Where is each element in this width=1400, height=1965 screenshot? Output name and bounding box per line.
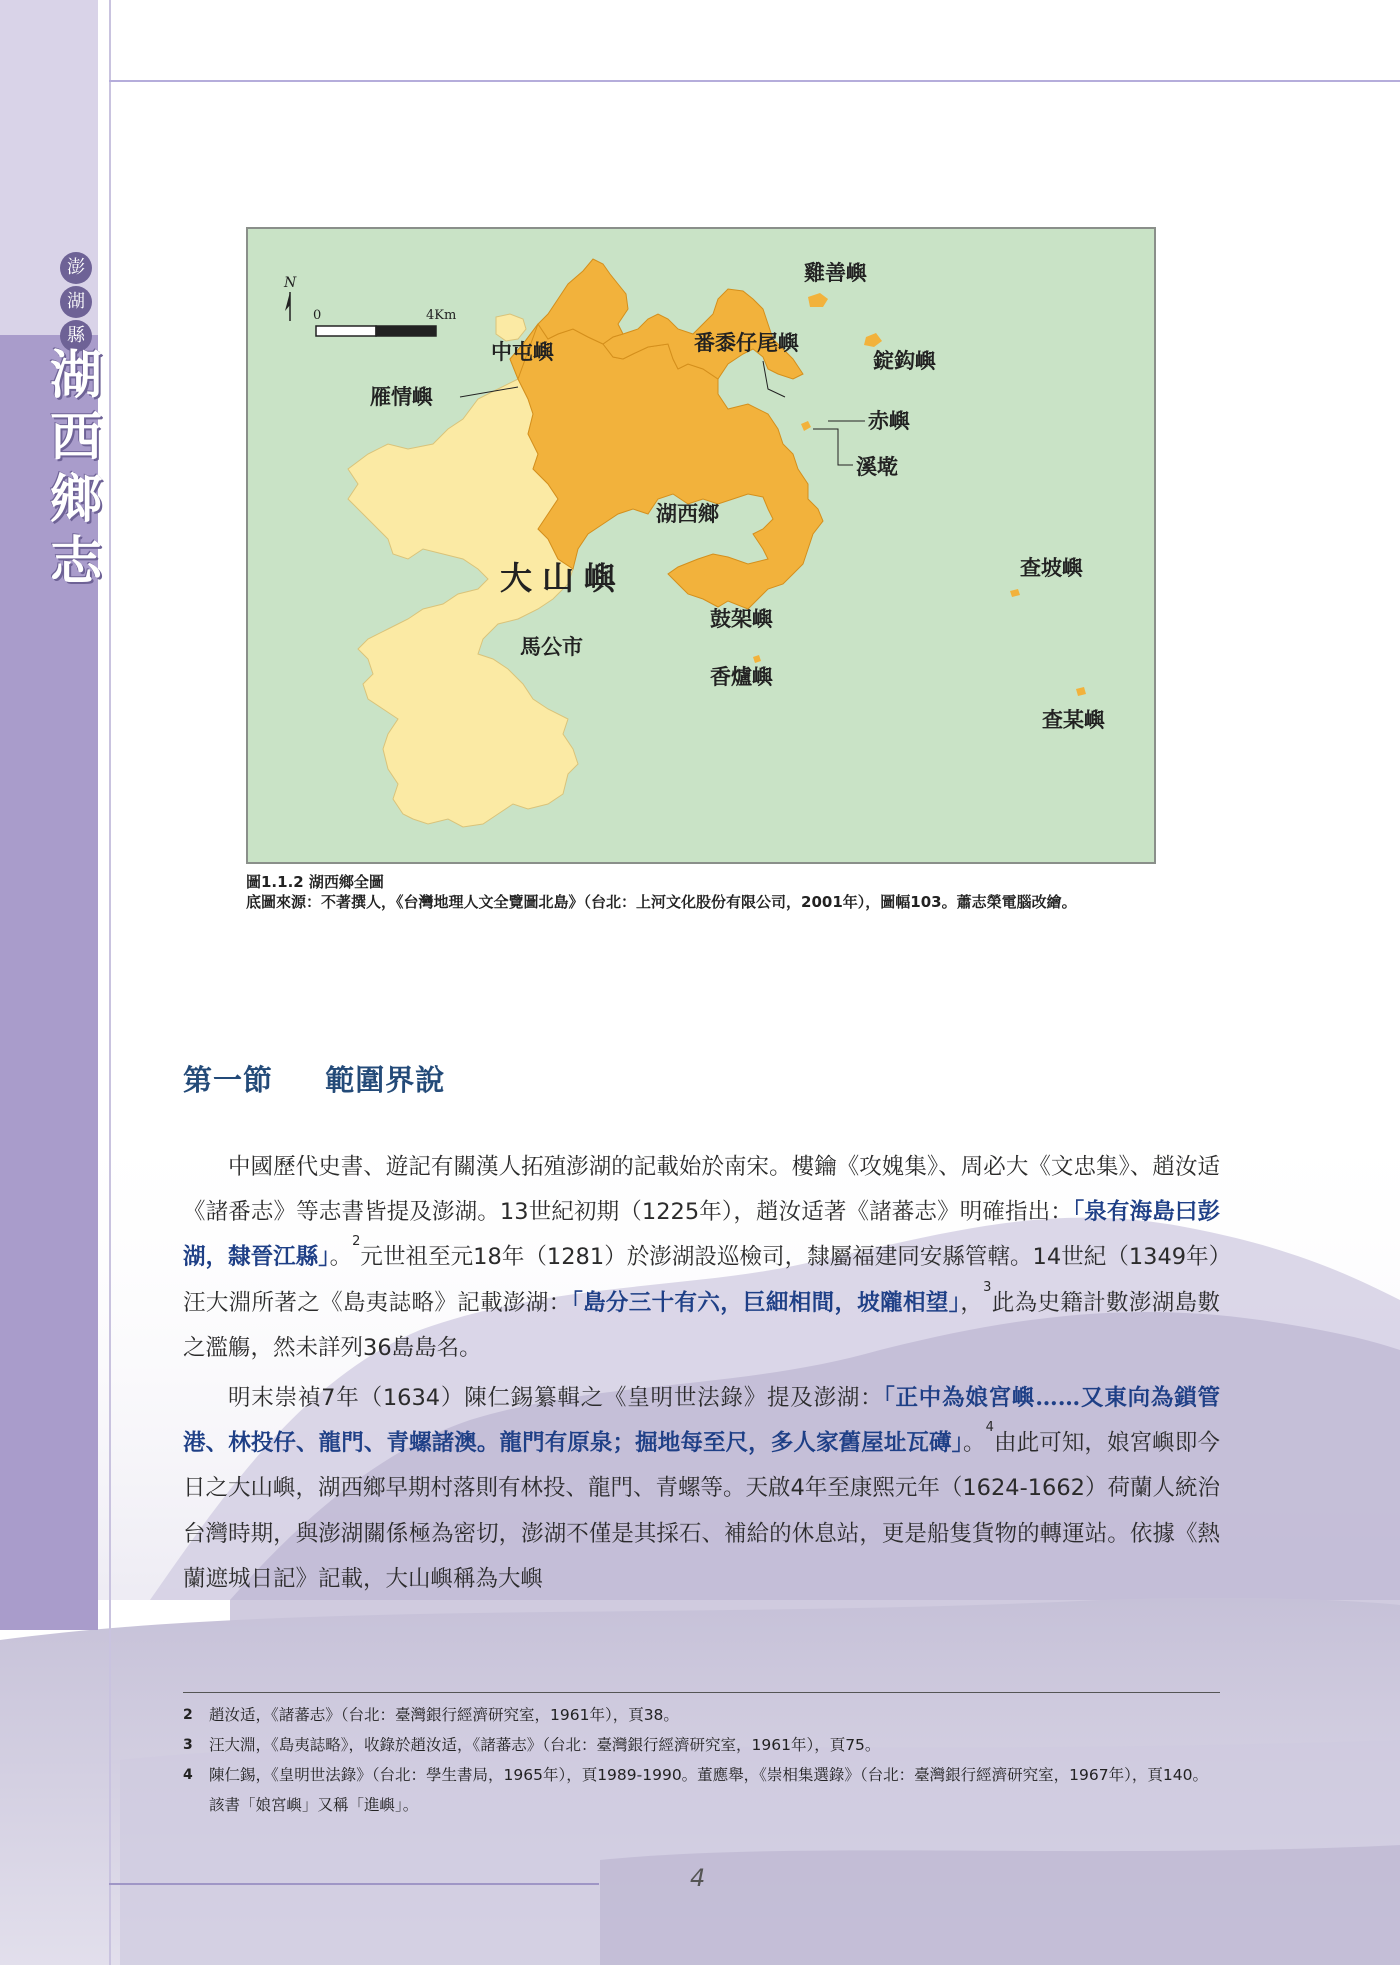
footnote (183, 1700, 1220, 1730)
page-number: 4 (690, 1864, 706, 1892)
label-magong: 馬公市 (520, 634, 583, 659)
footnote-text: 趙汝适，《諸蕃志》（台北：臺灣銀行經濟研究室，1961年），頁38。 (209, 1706, 679, 1724)
label-fanshuzaiwei: 番黍仔尾嶼 (694, 330, 799, 355)
map-figure (246, 227, 1156, 864)
quote: 「島分三十有六，巨細相間，坡隴相望」 (571, 1289, 961, 1316)
book-title-char: 湖 (49, 345, 102, 406)
book-title-char: 西 (49, 407, 102, 468)
footnote-ref[interactable]: 2 (352, 1234, 361, 1250)
label-huxixiang: 湖西鄉 (656, 501, 719, 526)
sidebar-top-band (0, 0, 98, 335)
caption-title: 圖1.1.2 湖西鄉全圖 (246, 873, 384, 891)
label-dashanyu: 大山嶼 (500, 559, 627, 597)
text-run: 由此可知，娘宮嶼即今日之大山嶼，湖西鄉早期村落則有林投、龍門、青螺等。天啟4年至康熙元年（1624-1662）荷蘭人統治台灣時期，與澎湖關係極為密切，澎湖不僅是其採石、補給的休息站，更是船隻貨物的轉運站。依據《熱蘭遮城日記》記載，大山嶼稱為大嶼 (183, 1430, 1220, 1592)
book-title-char: 志 (49, 531, 102, 592)
label-xianglu: 香爐嶼 (710, 664, 773, 689)
footnote (183, 1730, 1220, 1760)
footnotes (183, 1700, 1220, 1820)
footnote-number: 2 (183, 1707, 193, 1723)
paragraph (183, 1145, 1220, 1371)
quote: 「正中為娘宮嶼……又東向為鎖管港、林投仔、龍門、青螺諸澳。龍門有原泉；掘地每至尺，多人家舊屋址瓦礡」 (183, 1385, 1220, 1457)
text-run: 。 (329, 1244, 353, 1271)
section-heading (183, 1058, 445, 1099)
county-label-char: 湖 (60, 286, 92, 318)
footnote-text: 汪大淵，《島夷誌略》，收錄於趙汝适，《諸蕃志》（台北：臺灣銀行經濟研究室，1961年），頁75。 (209, 1736, 881, 1754)
footer-rule (109, 1883, 599, 1885)
caption-source-label: 底圖來源： (246, 893, 322, 911)
figure-caption (246, 872, 1156, 912)
footnote-number: 4 (183, 1767, 193, 1783)
label-chapo: 查坡嶼 (1020, 555, 1083, 580)
book-title (49, 345, 103, 593)
huxi-map (248, 229, 1154, 862)
map-sea (248, 229, 1154, 862)
section-number: 第一節 (183, 1063, 274, 1097)
caption-source-text: 不著撰人，《台灣地理人文全覽圖北島》（台北：上河文化股份有限公司，2001年），圖幅103。蕭志榮電腦改繪。 (321, 893, 1077, 911)
section-title: 範圍界說 (325, 1063, 446, 1097)
body-text (183, 1145, 1220, 1607)
label-xiken: 溪墘 (856, 454, 898, 479)
paragraph (183, 1376, 1220, 1602)
footnote-text: 陳仁錫，《皇明世法錄》（台北：學生書局，1965年），頁1989-1990。董應舉，《崇相集選錄》（台北：臺灣銀行經濟研究室，1967年），頁140。該書「娘宮嶼」又稱「進嶼」。 (209, 1766, 1208, 1814)
footnote (183, 1760, 1220, 1820)
county-label-char: 澎 (60, 252, 92, 284)
text-run: 。 (963, 1430, 986, 1457)
footnote-number: 3 (183, 1737, 193, 1753)
county-label-char: 縣 (60, 320, 92, 352)
text-run: 此為史籍計數澎湖島數之濫觴，然未詳列36島島名。 (183, 1289, 1220, 1361)
header-rule (109, 80, 1400, 82)
footnote-ref[interactable]: 4 (985, 1420, 994, 1436)
label-dinggou: 錠鈎嶼 (873, 348, 936, 373)
footnote-rule (183, 1692, 1220, 1693)
book-title-char: 鄉 (49, 469, 102, 530)
quote: 「泉有海島曰彭湖，隸晉江縣」 (183, 1199, 1220, 1271)
text-run: ， (960, 1289, 984, 1316)
scale-start-label: 0 (313, 308, 322, 323)
label-chiyu: 赤嶼 (868, 408, 910, 433)
scale-end-label: 4Km (426, 308, 457, 323)
text-run: 明末崇禎7年（1634）陳仁錫纂輯之《皇明世法錄》提及澎湖： (228, 1385, 884, 1412)
label-yanqing: 雁情嶼 (370, 384, 433, 409)
label-jishan: 雞善嶼 (804, 260, 867, 285)
label-gujia: 鼓架嶼 (710, 606, 773, 631)
text-run: 元世祖至元18年（1281）於澎湖設巡檢司，隸屬福建同安縣管轄。14世紀（1349年）汪大淵所著之《島夷誌略》記載澎湖： (183, 1244, 1220, 1316)
text-run: 中國歷代史書、遊記有關漢人拓殖澎湖的記載始於南宋。樓鑰《攻媿集》、周必大《文忠集》、趙汝适《諸番志》等志書皆提及澎湖。13世紀初期（1225年），趙汝适著《諸蕃志》明確指出： (183, 1154, 1220, 1226)
footnote-ref[interactable]: 3 (983, 1279, 992, 1295)
north-label: N (284, 275, 297, 291)
label-zhongtun: 中屯嶼 (491, 339, 554, 364)
sidebar-divider (109, 0, 111, 1965)
label-chamou: 查某嶼 (1042, 707, 1105, 732)
